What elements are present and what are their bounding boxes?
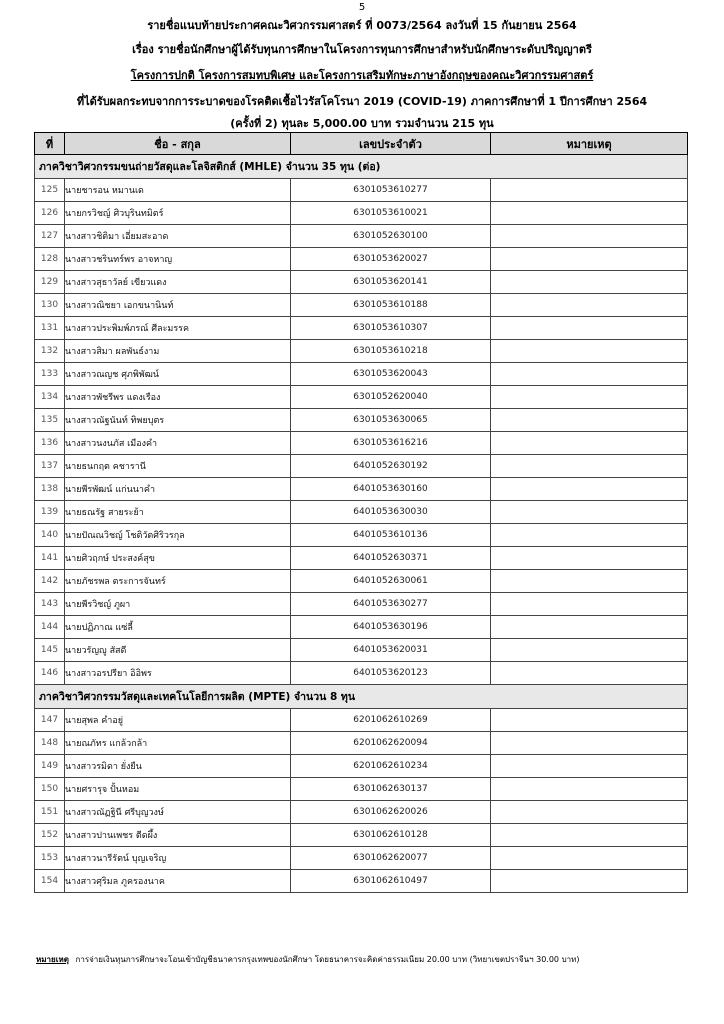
student-name: นางสาวนารีรัตน์ บุญเจริญ	[65, 847, 291, 870]
row-number: 133	[35, 363, 65, 386]
row-number: 137	[35, 455, 65, 478]
student-id: 6301053616216	[291, 432, 491, 455]
section-header-row	[35, 155, 688, 179]
remark-cell	[491, 294, 688, 317]
student-id: 6301053610188	[291, 294, 491, 317]
student-name: นางสาวรมิดา ยั่งยืน	[65, 755, 291, 778]
student-id: 6401053630160	[291, 478, 491, 501]
column-header-remark: หมายเหตุ	[491, 133, 688, 155]
student-id: 6301053610021	[291, 202, 491, 225]
student-name: นายปัณณวิชญ์ โชติวัตศิริวรกุล	[65, 524, 291, 547]
student-id: 6301053610307	[291, 317, 491, 340]
student-name: นางสาวชรินทร์พร อาจหาญ	[65, 248, 291, 271]
student-name: นายภัชรพล ตระการจันทร์	[65, 570, 291, 593]
program-names: โครงการปกติ โครงการสมทบพิเศษ และโครงการเสริมทักษะภาษาอังกฤษของคณะวิศวกรรมศาสตร์	[130, 69, 594, 82]
student-id: 6301062620026	[291, 801, 491, 824]
announcement-subject: เรื่อง รายชื่อนักศึกษาผู้ได้รับทุนการศึกษาในโครงการทุนการศึกษาสำหรับนักศึกษาระดับปริญญาตรี	[132, 43, 592, 56]
table-row	[35, 847, 688, 870]
remark-cell	[491, 709, 688, 732]
remark-cell	[491, 639, 688, 662]
table-body	[35, 155, 688, 893]
student-name: นางสาวนงนภัส เมืองคำ	[65, 432, 291, 455]
row-number: 134	[35, 386, 65, 409]
column-header-no: ที่	[35, 133, 65, 155]
student-name: นายศิวฤกษ์ ประสงค์สุข	[65, 547, 291, 570]
table-row	[35, 179, 688, 202]
remark-cell	[491, 179, 688, 202]
student-id: 6301052620040	[291, 386, 491, 409]
table-row	[35, 778, 688, 801]
student-id: 6401053620031	[291, 639, 491, 662]
row-number: 141	[35, 547, 65, 570]
remark-cell	[491, 386, 688, 409]
row-number: 147	[35, 709, 65, 732]
table-row	[35, 317, 688, 340]
footnote-label: หมายเหตุ	[36, 955, 69, 964]
table-row	[35, 639, 688, 662]
student-id: 6301053610218	[291, 340, 491, 363]
row-number: 148	[35, 732, 65, 755]
table-row	[35, 225, 688, 248]
table-row	[35, 363, 688, 386]
row-number: 144	[35, 616, 65, 639]
student-id: 6301062630137	[291, 778, 491, 801]
student-name: นายกรวิชญ์ ศิวบุรินทมิตร์	[65, 202, 291, 225]
remark-cell	[491, 824, 688, 847]
student-id: 6401053610136	[291, 524, 491, 547]
student-name: นางสาวณัฐนันท์ ทิพยบุตร	[65, 409, 291, 432]
table-row	[35, 755, 688, 778]
remark-cell	[491, 570, 688, 593]
table-row	[35, 662, 688, 685]
row-number: 149	[35, 755, 65, 778]
announcement-title: รายชื่อแนบท้ายประกาศคณะวิศวกรรมศาสตร์ ที่ 0073/2564 ลงวันที่ 15 กันยายน 2564	[147, 19, 577, 32]
row-number: 143	[35, 593, 65, 616]
row-number: 152	[35, 824, 65, 847]
table-row	[35, 801, 688, 824]
row-number: 139	[35, 501, 65, 524]
student-id: 6201062610269	[291, 709, 491, 732]
student-name: นายพีรพัฒน์ แก่นนาคำ	[65, 478, 291, 501]
row-number: 142	[35, 570, 65, 593]
covid-impact-line: ที่ได้รับผลกระทบจากการระบาดของโรคติดเชื้อไวรัสโคโรนา 2019 (COVID-19) ภาคการศึกษาที่ 1 ปีการศึกษา 2564	[76, 95, 648, 108]
student-id: 6301053610277	[291, 179, 491, 202]
remark-cell	[491, 340, 688, 363]
row-number: 129	[35, 271, 65, 294]
student-name: นางสาวศุริมล ภูครองนาค	[65, 870, 291, 893]
column-header-student-id: เลขประจำตัว	[291, 133, 491, 155]
scholarship-amount-line: (ครั้งที่ 2) ทุนละ 5,000.00 บาท รวมจำนวน 215 ทุน	[230, 117, 494, 130]
student-id: 6201062620094	[291, 732, 491, 755]
remark-cell	[491, 778, 688, 801]
row-number: 128	[35, 248, 65, 271]
student-name: นางสาวอรปรียา อิอิพร	[65, 662, 291, 685]
remark-cell	[491, 271, 688, 294]
student-id: 6301062610128	[291, 824, 491, 847]
remark-cell	[491, 409, 688, 432]
remark-cell	[491, 524, 688, 547]
student-name: นายชารอน หมานเด	[65, 179, 291, 202]
table-row	[35, 870, 688, 893]
student-id: 6401053630196	[291, 616, 491, 639]
student-id: 6201062610234	[291, 755, 491, 778]
table-row	[35, 824, 688, 847]
table-row	[35, 202, 688, 225]
row-number: 132	[35, 340, 65, 363]
remark-cell	[491, 755, 688, 778]
table-row	[35, 340, 688, 363]
row-number: 127	[35, 225, 65, 248]
student-id: 6401053620123	[291, 662, 491, 685]
remark-cell	[491, 662, 688, 685]
student-name: นางสาวณิชยา เอกขนานินท์	[65, 294, 291, 317]
row-number: 138	[35, 478, 65, 501]
student-id: 6301062620077	[291, 847, 491, 870]
student-id: 6301053620141	[291, 271, 491, 294]
remark-cell	[491, 547, 688, 570]
remark-cell	[491, 317, 688, 340]
remark-cell	[491, 225, 688, 248]
table-header-row	[35, 133, 688, 155]
table-row	[35, 455, 688, 478]
table-row	[35, 294, 688, 317]
remark-cell	[491, 455, 688, 478]
student-name: นายวรัญญู สัสดี	[65, 639, 291, 662]
student-id: 6401052630371	[291, 547, 491, 570]
student-name: นายสุพล คำอยู่	[65, 709, 291, 732]
student-name: นายธนกฤต คชารานี	[65, 455, 291, 478]
table-row	[35, 709, 688, 732]
table-row	[35, 478, 688, 501]
student-name: นางสาวชิติมา เอี่ยมสะอาด	[65, 225, 291, 248]
remark-cell	[491, 501, 688, 524]
row-number: 145	[35, 639, 65, 662]
student-name: นางสาวสุธาวัลย์ เขียวแดง	[65, 271, 291, 294]
student-id: 6401052630192	[291, 455, 491, 478]
table-row	[35, 616, 688, 639]
table-row	[35, 547, 688, 570]
student-name: นางสาวประพิมพ์ภรณ์ ศีละมรรค	[65, 317, 291, 340]
student-name: นายศรารุจ ปั้นหอม	[65, 778, 291, 801]
footnote	[36, 953, 696, 966]
student-name: นายปฏิภาณ แซ่ลี้	[65, 616, 291, 639]
student-id: 6401053630277	[291, 593, 491, 616]
remark-cell	[491, 593, 688, 616]
row-number: 125	[35, 179, 65, 202]
table-row	[35, 248, 688, 271]
table-row	[35, 271, 688, 294]
row-number: 131	[35, 317, 65, 340]
student-id: 6301052630100	[291, 225, 491, 248]
table-row	[35, 593, 688, 616]
row-number: 150	[35, 778, 65, 801]
table-row	[35, 386, 688, 409]
row-number: 135	[35, 409, 65, 432]
row-number: 126	[35, 202, 65, 225]
remark-cell	[491, 202, 688, 225]
student-name: นางสาวสิมา ผลพันธ์งาม	[65, 340, 291, 363]
student-id: 6401053630030	[291, 501, 491, 524]
table-row	[35, 501, 688, 524]
student-id: 6301053620043	[291, 363, 491, 386]
remark-cell	[491, 478, 688, 501]
row-number: 153	[35, 847, 65, 870]
remark-cell	[491, 847, 688, 870]
remark-cell	[491, 432, 688, 455]
student-id: 6301053630065	[291, 409, 491, 432]
section-title: ภาควิชาวิศวกรรมวัสดุและเทคโนโลยีการผลิต (MPTE) จำนวน 8 ทุน	[35, 685, 688, 709]
remark-cell	[491, 363, 688, 386]
remark-cell	[491, 801, 688, 824]
remark-cell	[491, 248, 688, 271]
remark-cell	[491, 616, 688, 639]
remark-cell	[491, 732, 688, 755]
column-header-name: ชื่อ - สกุล	[65, 133, 291, 155]
table-row	[35, 524, 688, 547]
scholarship-table	[34, 132, 688, 893]
table-row	[35, 409, 688, 432]
student-name: นายธณรัฐ สายระย้า	[65, 501, 291, 524]
row-number: 154	[35, 870, 65, 893]
student-name: นางสาวปานเพชร ตีดผึ้ง	[65, 824, 291, 847]
table-row	[35, 732, 688, 755]
section-header-row	[35, 685, 688, 709]
row-number: 146	[35, 662, 65, 685]
student-id: 6401052630061	[291, 570, 491, 593]
footnote-text: การจ่ายเงินทุนการศึกษาจะโอนเข้าบัญชีธนาคารกรุงเทพของนักศึกษา โดยธนาคารจะคิดค่าธรรมเนียม 20.00 บาท (วิทยาเขตปราจีนฯ 30.00 บาท)	[75, 955, 580, 964]
student-name: นายพีรวิชญ์ ภูผา	[65, 593, 291, 616]
row-number: 151	[35, 801, 65, 824]
page-number: 5	[358, 2, 366, 13]
section-title: ภาควิชาวิศวกรรมขนถ่ายวัสดุและโลจิสติกส์ (MHLE) จำนวน 35 ทุน (ต่อ)	[35, 155, 688, 179]
student-name: นางสาวณัฏฐินี ศรีบุญวงษ์	[65, 801, 291, 824]
remark-cell	[491, 870, 688, 893]
table-row	[35, 432, 688, 455]
table-row	[35, 570, 688, 593]
student-id: 6301053620027	[291, 248, 491, 271]
row-number: 136	[35, 432, 65, 455]
student-name: นางสาวณญช ศุภพิพัฒน์	[65, 363, 291, 386]
student-name: นางสาวพัชรีพร แดงเรือง	[65, 386, 291, 409]
row-number: 130	[35, 294, 65, 317]
student-id: 6301062610497	[291, 870, 491, 893]
student-name: นายณภัทร แกล้วกล้า	[65, 732, 291, 755]
row-number: 140	[35, 524, 65, 547]
